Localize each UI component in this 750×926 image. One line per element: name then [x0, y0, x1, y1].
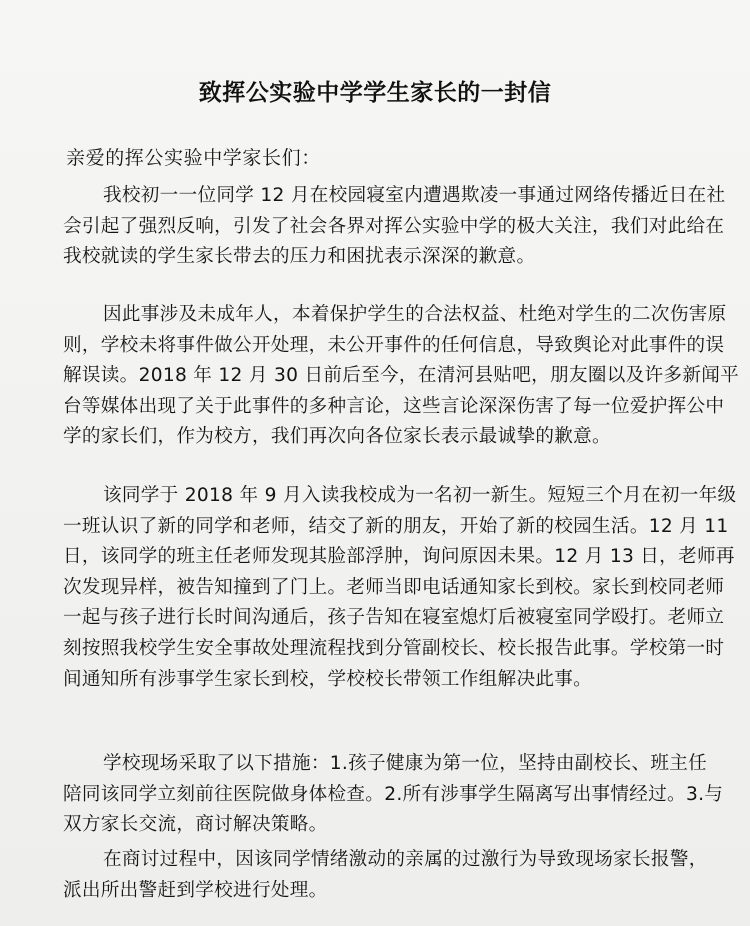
paragraph-line: 因此事涉及未成年人，本着保护学生的合法权益、杜绝对学生的二次伤害原 [103, 304, 727, 325]
paragraph-line: 在商讨过程中，因该同学情绪激动的亲属的过激行为导致现场家长报警， [103, 849, 708, 870]
salutation: 亲爱的挥公实验中学家长们： [66, 147, 321, 169]
paragraph-line: 陪同该同学立刻前往医院做身体检查。2.所有涉事学生隔离写出事情经过。3.与 [63, 783, 724, 805]
paragraph-line: 学的家长们，作为校方，我们再次向各位家长表示最诚挚的歉意。 [63, 426, 611, 448]
paragraph-line: 学校现场采取了以下措施：1.孩子健康为第一位，坚持由副校长、班主任 [103, 753, 708, 774]
paragraph-4 [63, 749, 724, 841]
document-title: 致挥公实验中学学生家长的一封信 [198, 80, 552, 106]
paragraph-3 [63, 481, 737, 695]
paragraph-line: 会引起了强烈反响，引发了社会各界对挥公实验中学的极大关注，我们对此给在 [63, 215, 725, 237]
paragraph-1 [63, 181, 726, 273]
paragraph-line: 则，学校未将事件做公开处理，未公开事件的任何信息，导致舆论对此事件的误 [63, 334, 725, 356]
paragraph-line: 间通知所有涉事学生家长到校，学校校长带领工作组解决此事。 [63, 668, 593, 690]
paragraph-line: 派出所出警赶到学校进行处理。 [63, 879, 328, 901]
paragraph-2 [63, 300, 740, 453]
paragraph-line: 刻按照我校学生安全事故处理流程找到分管副校长、校长报告此事。学校第一时 [63, 637, 725, 659]
paragraph-line: 一起与孩子进行长时间沟通后，孩子告知在寝室熄灯后被寝室同学殴打。老师立 [63, 607, 725, 629]
paragraph-line: 双方家长交流，商讨解决策略。 [63, 814, 328, 836]
paragraph-line: 台等媒体出现了关于此事件的多种言论，这些言论深深伤害了每一位爱护挥公中 [63, 395, 725, 417]
paragraph-line: 次发现异样，被告知撞到了门上。老师当即电话通知家长到校。家长到校同老师 [63, 576, 725, 598]
paragraph-line: 一班认识了新的同学和老师，结交了新的朋友，开始了新的校园生活。12 月 11 [63, 515, 729, 537]
paragraph-line: 我校就读的学生家长带去的压力和困扰表示深深的歉意。 [63, 246, 536, 268]
paragraph-line: 我校初一一位同学 12 月在校园寝室内遭遇欺凌一事通过网络传播近日在社 [103, 185, 726, 206]
paragraph-5 [63, 845, 708, 906]
paragraph-line: 该同学于 2018 年 9 月入读我校成为一名初一新生。短短三个月在初一年级 [103, 485, 737, 506]
paragraph-line: 解误读。2018 年 12 月 30 日前后至今，在清河县贴吧，朋友圈以及许多新闻平 [63, 365, 740, 387]
paragraph-line: 日，该同学的班主任老师发现其脸部浮肿，询问原因未果。12 月 13 日，老师再 [63, 546, 735, 568]
